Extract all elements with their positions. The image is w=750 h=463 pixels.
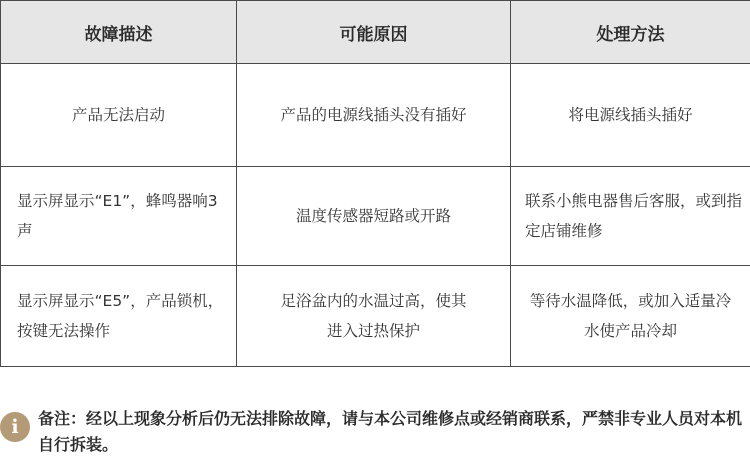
header-symptom: 故障描述	[1, 1, 237, 64]
symptom-cell: 产品无法启动	[1, 64, 237, 167]
cause-cell: 产品的电源线插头没有插好	[237, 64, 511, 167]
symptom-cell: 显示屏显示“E5”，产品锁机，按键无法操作	[1, 266, 237, 367]
solution-cell: 等待水温降低，或加入适量冷水使产品冷却	[511, 266, 750, 367]
info-icon: i	[0, 412, 30, 442]
cause-cell: 足浴盆内的水温过高，使其进入过热保护	[237, 266, 511, 367]
solution-cell: 联系小熊电器售后客服，或到指定店铺维修	[511, 167, 750, 266]
table-row	[1, 64, 750, 167]
header-solution: 处理方法	[511, 1, 750, 64]
symptom-cell: 显示屏显示“E1”，蜂鸣器响3声	[1, 167, 237, 266]
header-cause: 可能原因	[237, 1, 511, 64]
note-section	[0, 406, 750, 463]
table-header-row	[1, 1, 750, 64]
solution-cell: 将电源线插头插好	[511, 64, 750, 167]
cause-cell: 温度传感器短路或开路	[237, 167, 511, 266]
note-text: 备注：经以上现象分析后仍无法排除故障，请与本公司维修点或经销商联系，严禁非专业人员对本机自行拆装。	[38, 409, 743, 454]
table-row	[1, 167, 750, 266]
table-row	[1, 266, 750, 367]
